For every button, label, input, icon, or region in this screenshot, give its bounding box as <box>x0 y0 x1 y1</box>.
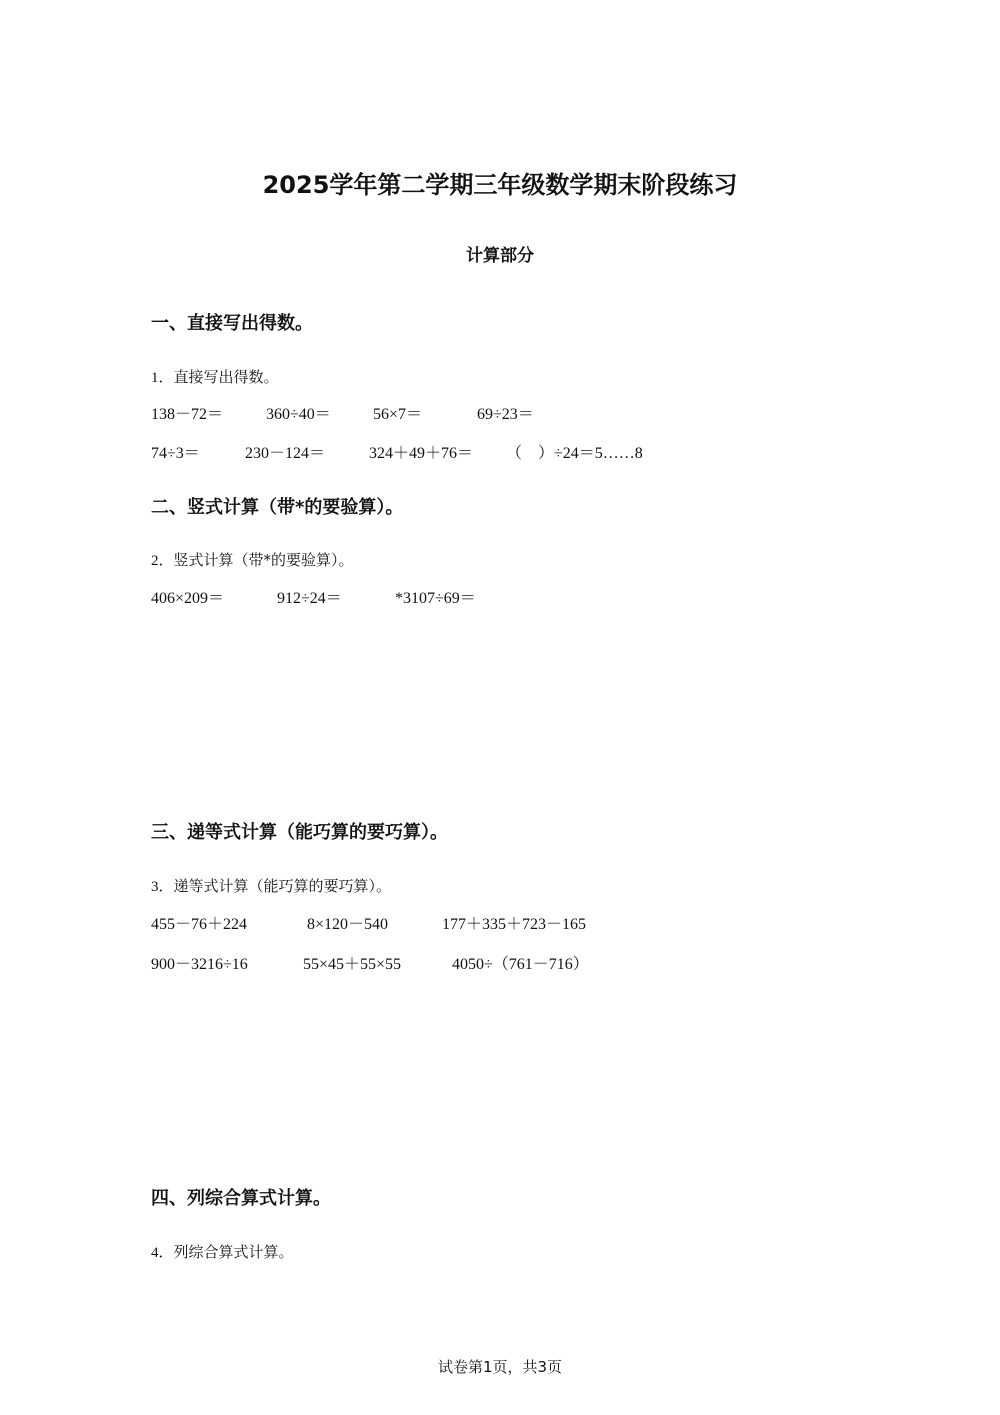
question-text: 列综合算式计算。 <box>173 1243 294 1261</box>
expression: 8×120－540 <box>307 916 389 933</box>
expression: 138－72＝ <box>151 406 224 423</box>
question-text: 直接写出得数。 <box>173 368 279 386</box>
page-title: 2025学年第二学期三年级数学期末阶段练习 <box>262 171 738 199</box>
expression: 74÷3＝ <box>151 445 200 462</box>
expression: 900－3216÷16 <box>151 956 248 973</box>
expression: 69÷23＝ <box>477 406 534 423</box>
section-heading-3: 三、递等式计算（能巧算的要巧算）。 <box>151 822 448 843</box>
page-subtitle: 计算部分 <box>466 246 534 266</box>
expression: 56×7＝ <box>373 406 423 423</box>
expression: 406×209＝ <box>151 590 225 607</box>
question-3 <box>151 875 391 898</box>
page-footer: 试卷第1页，共3页 <box>437 1358 563 1376</box>
expression: 324＋49＋76＝ <box>369 445 474 462</box>
expression: 177＋335＋723－165 <box>442 916 587 933</box>
section-heading-2: 二、竖式计算（带*的要验算）。 <box>151 497 404 518</box>
expression: 55×45＋55×55 <box>303 956 402 973</box>
expression: 4050÷（761－716） <box>452 956 589 973</box>
question-1 <box>151 366 279 389</box>
section-heading-4: 四、列综合算式计算。 <box>151 1188 331 1209</box>
question-number: 1． <box>151 370 174 386</box>
question-2 <box>151 549 354 572</box>
expression: （ ）÷24＝5……8 <box>506 445 643 462</box>
expression: 360÷40＝ <box>266 406 331 423</box>
question-4 <box>151 1241 294 1264</box>
expression: 912÷24＝ <box>277 590 342 607</box>
question-text: 递等式计算（能巧算的要巧算）。 <box>173 877 392 895</box>
question-number: 2． <box>151 553 174 569</box>
section-heading-1: 一、直接写出得数。 <box>151 313 313 334</box>
expression: *3107÷69＝ <box>395 590 476 607</box>
question-number: 4． <box>151 1245 174 1261</box>
question-text: 竖式计算（带*的要验算）。 <box>173 551 354 569</box>
expression: 230－124＝ <box>245 445 326 462</box>
question-number: 3． <box>151 879 174 895</box>
expression: 455－76＋224 <box>151 916 248 933</box>
